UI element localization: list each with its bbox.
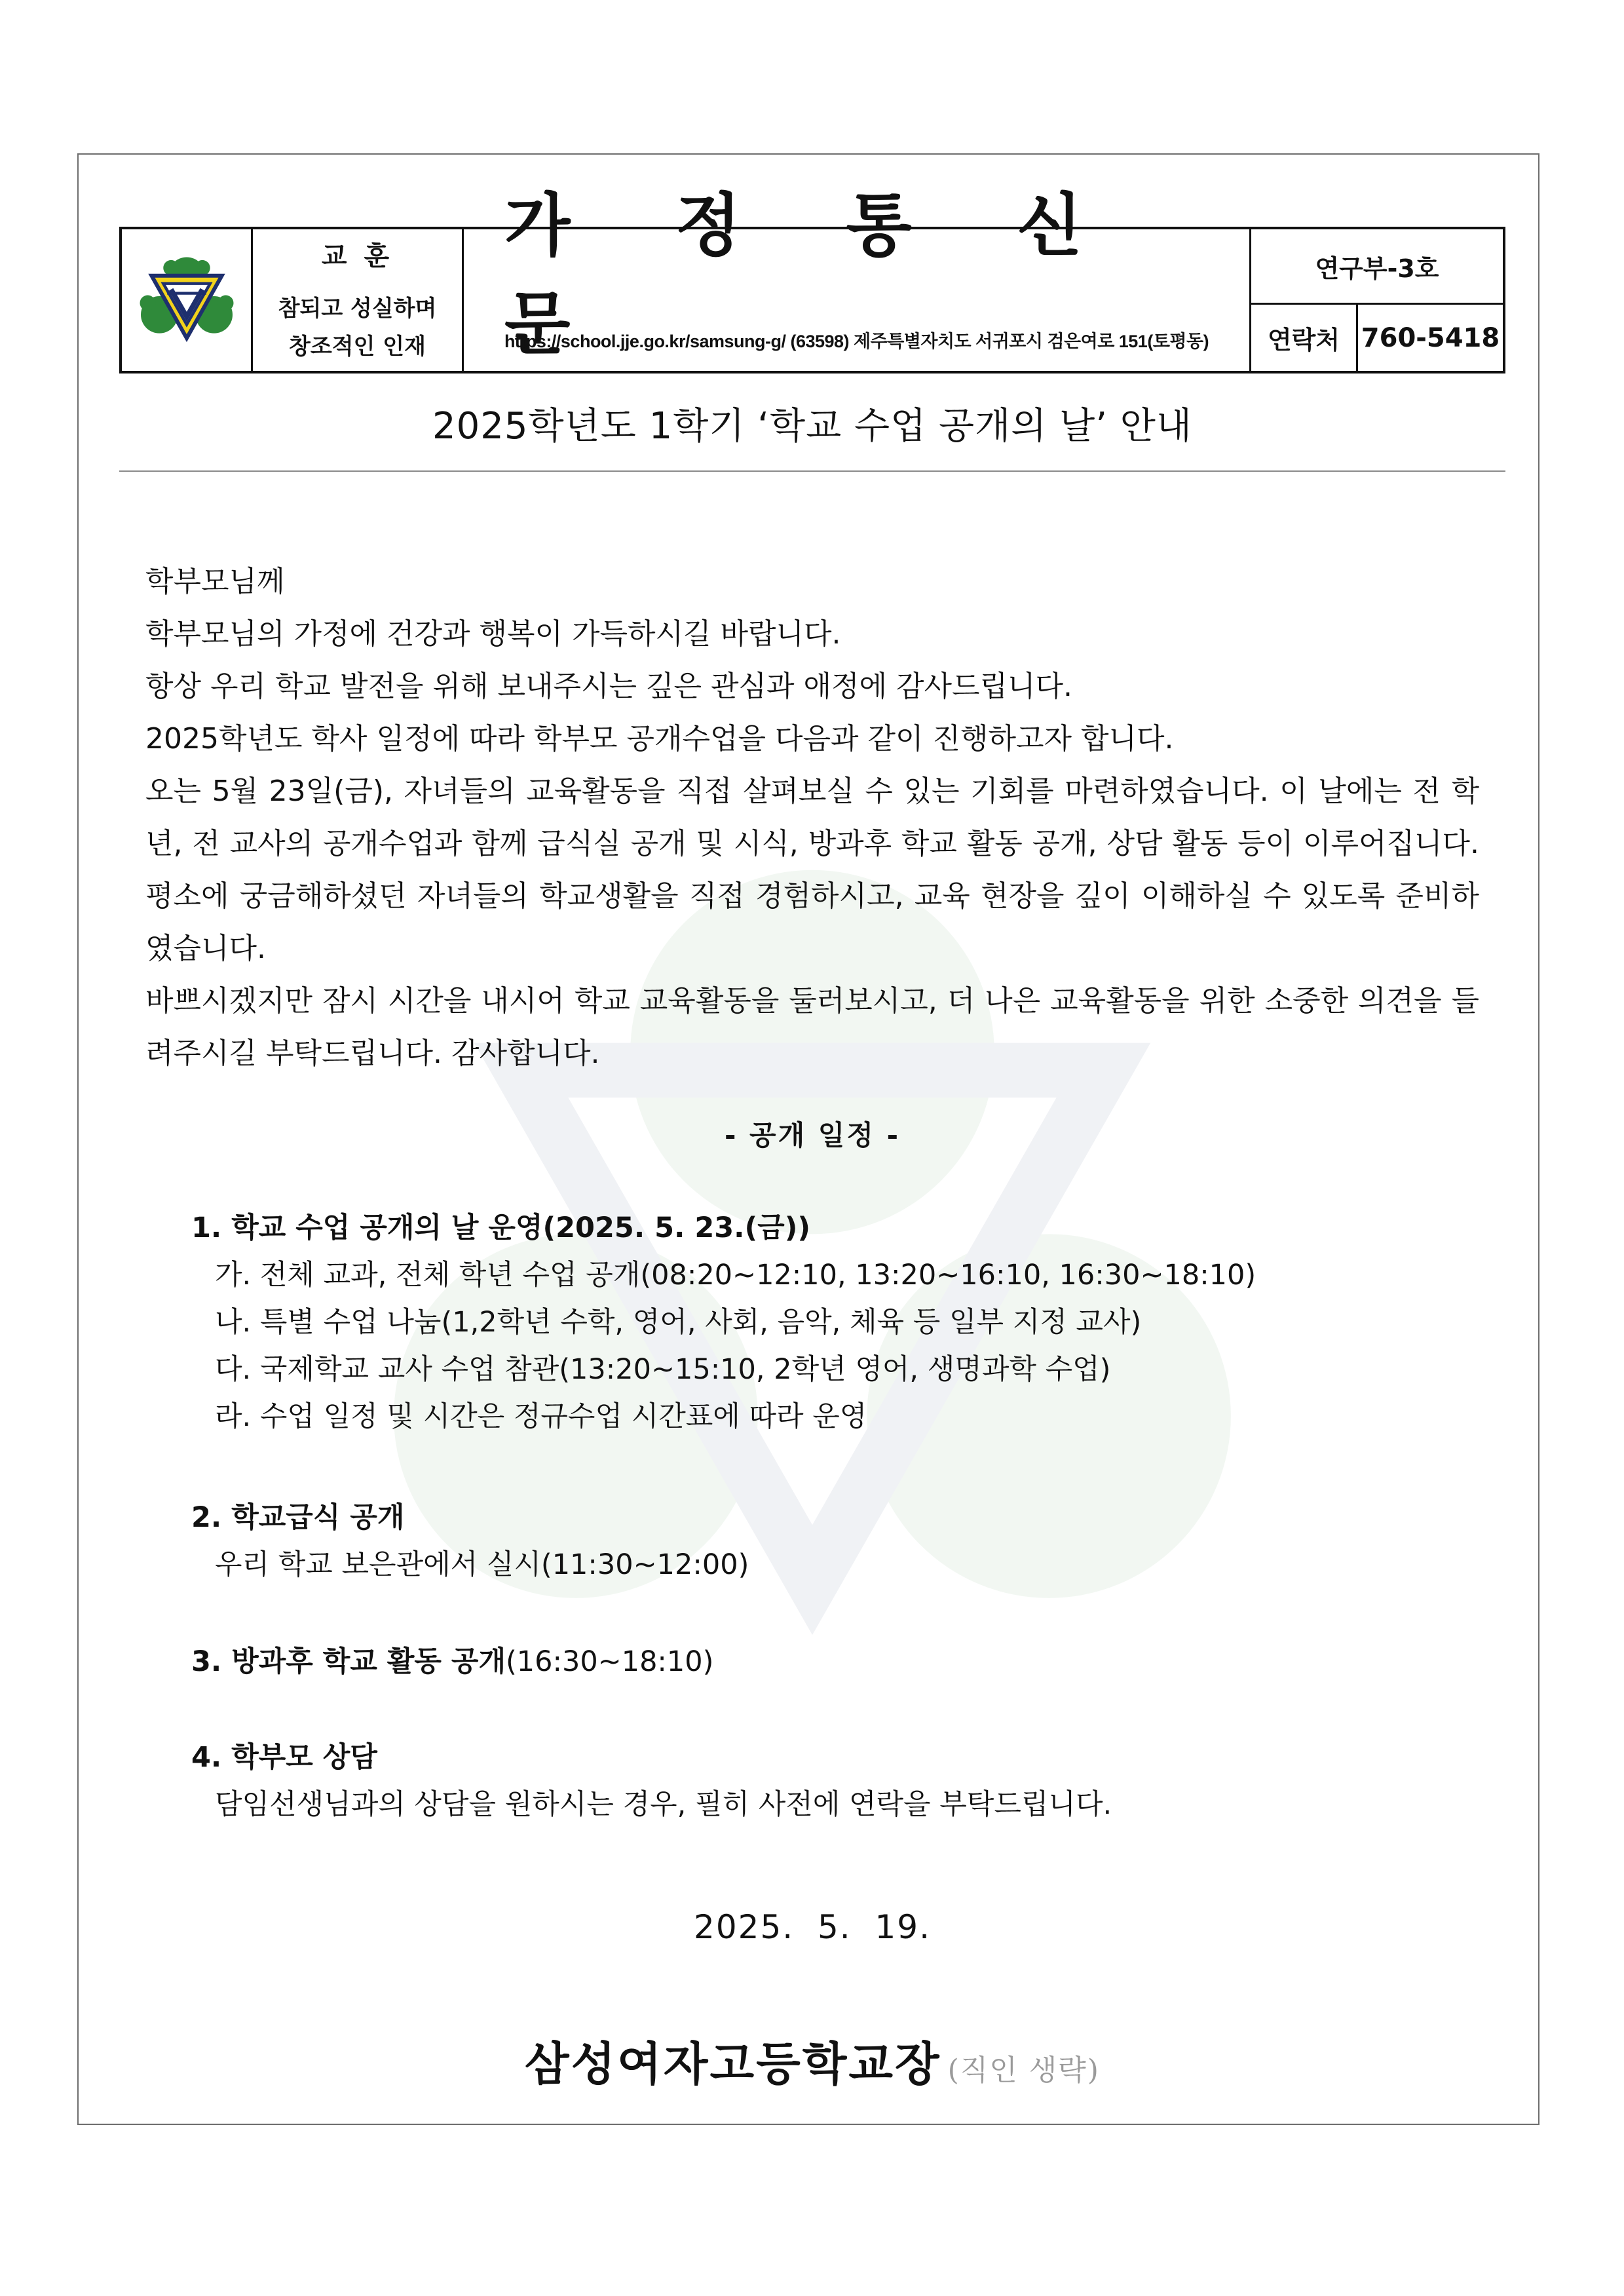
motto-line-1: 참되고 성실하며 [278,295,437,322]
title-block [464,185,1251,371]
schedule-item-1 [191,1204,1475,1440]
issue-info [1251,229,1503,371]
school-logo [122,229,253,371]
motto-heading: 교 훈 [321,240,394,271]
schedule-item-2-detail: 우리 학교 보은관에서 실시(11:30~12:00) [215,1548,749,1581]
school-emblem-icon [138,254,236,346]
schedule-item-4-title: 4. 학부모 상담 [191,1741,377,1774]
document-subtitle: 2025학년도 1학기 ‘학교 수업 공개의 날’ 안내 [432,405,1192,448]
schedule-item-2-title: 2. 학교급식 공개 [191,1501,405,1534]
divider [119,470,1505,472]
schedule-item-3 [191,1638,1475,1685]
motto-line-2: 창조적인 인재 [289,333,426,360]
issue-number: 연구부-3호 [1251,229,1503,305]
letter-paragraph-1: 오는 5월 23일(금), 자녀들의 교육활동을 직접 살펴보실 수 있는 기회를 마련하였습니다. 이 날에는 전 학년, 전 교사의 공개수업과 함께 급식실 공개 및 시식, 방과후 학교 활동 공개, 상담 활동 등이 이루어집니다. 평소에 궁금해하셨던 자녀들의 학교생활을 직접 경험하시고, 교육 현장을 깊이 이해하실 수 있도록 준비하였습니다. [145,775,1479,965]
schedule-item-3-time: (16:30~18:10) [505,1645,714,1678]
header-table [119,185,1505,373]
signature-block [119,2027,1505,2094]
schedule-item-4 [191,1734,1475,1828]
schedule-item-1-b: 나. 특별 수업 나눔(1,2학년 수학, 영어, 사회, 음악, 체육 등 일부 지정 교사) [215,1306,1142,1339]
letter-body [145,556,1479,1080]
schedule-item-3-title: 3. 방과후 학교 활동 공개 [191,1645,506,1678]
schedule-item-1-c: 다. 국제학교 교사 수업 참관(13:20~15:10, 2학년 영어, 생명과학 수업) [215,1353,1111,1386]
letter-paragraph-2: 바쁘시겠지만 잠시 시간을 내시어 학교 교육활동을 둘러보시고, 더 나은 교육활동을 위한 소중한 의견을 들려주시길 부탁드립니다. 감사합니다. [145,984,1479,1070]
schedule-item-1-title: 1. 학교 수업 공개의 날 운영(2025. 5. 23.(금)) [191,1212,811,1244]
school-address: https://school.jje.go.kr/samsung-g/ (63598) 제주특별자치도 서귀포시 검은여로 151(토평동) [504,331,1209,351]
letter-line-2: 항상 우리 학교 발전을 위해 보내주시는 깊은 관심과 애정에 감사드립니다. [145,670,1072,703]
school-motto [253,229,464,371]
contact-number: 760-5418 [1361,322,1500,353]
schedule-item-1-d: 라. 수업 일정 및 시간은 정규수업 시간표에 따라 운영 [215,1400,867,1433]
seal-omitted-note: (직인 생략) [947,2054,1100,2087]
letter-line-3: 2025학년도 학사 일정에 따라 학부모 공개수업을 다음과 같이 진행하고자 합니다. [145,722,1174,756]
schedule-item-2 [191,1494,1475,1588]
schedule-item-4-detail: 담임선생님과의 상담을 원하시는 경우, 필히 사전에 연락을 부탁드립니다. [215,1788,1112,1821]
letter-line-1: 학부모님의 가정에 건강과 행복이 가득하시길 바랍니다. [145,617,841,651]
schedule-item-1-a: 가. 전체 교과, 전체 학년 수업 공개(08:20~12:10, 13:20~16:10, 16:30~18:10) [215,1259,1256,1292]
issue-date: 2025. 5. 19. [694,1908,931,1946]
newsletter-title: 가 정 통 신 문 [504,185,1124,364]
contact-label: 연락처 [1251,305,1358,371]
principal-signature: 삼성여자고등학교장 [525,2037,941,2091]
greeting: 학부모님께 [145,565,285,598]
schedule-heading: - 공개 일정 - [724,1119,901,1151]
